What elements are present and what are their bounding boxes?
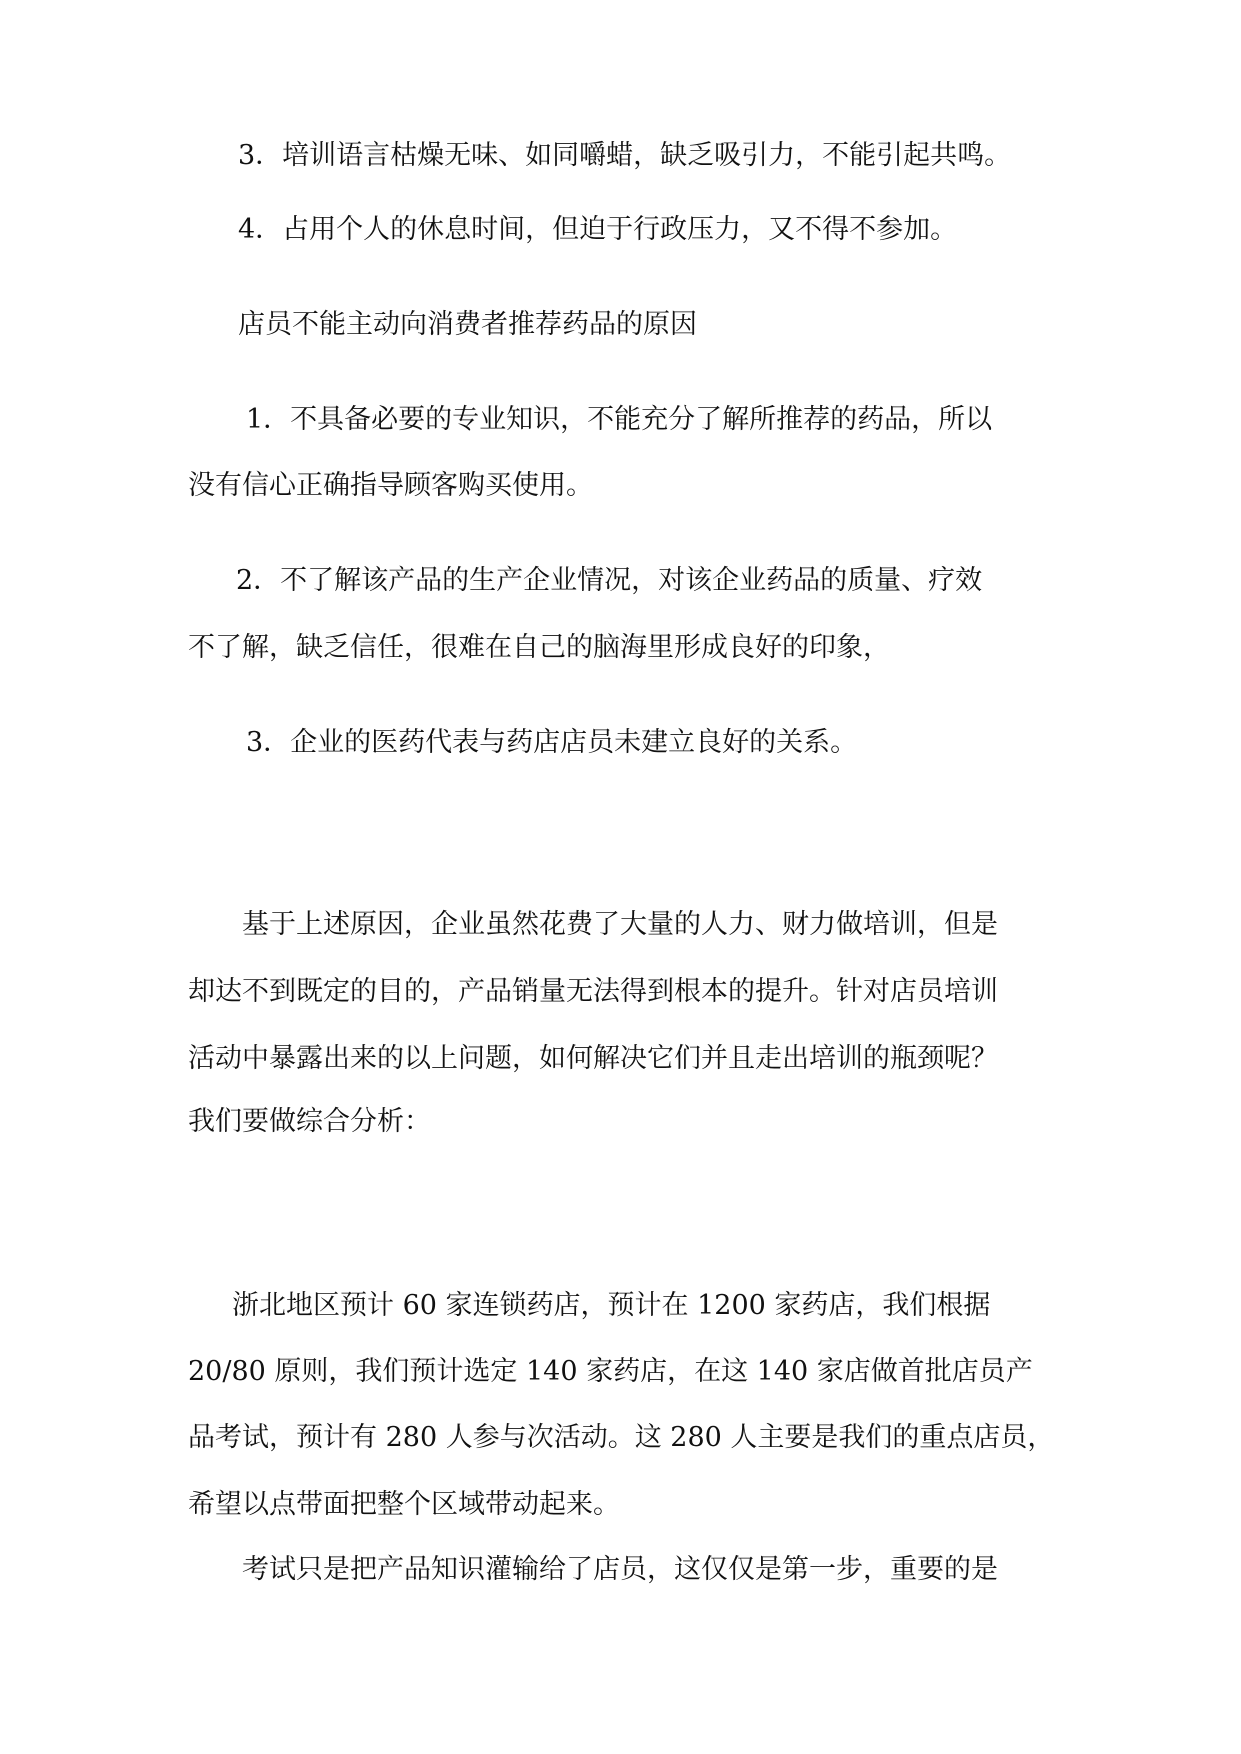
list-item-language-boring: 3．培训语言枯燥无味、如同嚼蜡，缺乏吸引力，不能引起共鸣。 — [238, 140, 1012, 171]
paragraph-analysis-line-3: 活动中暴露出来的以上问题，如何解决它们并且走出培训的瓶颈呢？ — [188, 1043, 998, 1074]
paragraph-plan-line-3: 品考试，预计有 280 人参与次活动。这 280 人主要是我们的重点店员， — [188, 1422, 1055, 1453]
section-heading: 店员不能主动向消费者推荐药品的原因 — [238, 309, 697, 340]
paragraph-analysis-line-1: 基于上述原因，企业虽然花费了大量的人力、财力做培训，但是 — [242, 909, 998, 940]
paragraph-plan-line-4: 希望以点带面把整个区域带动起来。 — [188, 1489, 620, 1520]
list-item-rest-time: 4．占用个人的休息时间，但迫于行政压力，又不得不参加。 — [238, 214, 958, 245]
paragraph-analysis-line-2: 却达不到既定的目的，产品销量无法得到根本的提升。针对店员培训 — [188, 976, 998, 1007]
paragraph-plan-line-1: 浙北地区预计 60 家连锁药店，预计在 1200 家药店，我们根据 — [232, 1290, 991, 1321]
list-item-knowledge: 1．不具备必要的专业知识，不能充分了解所推荐的药品，所以 — [246, 404, 993, 435]
paragraph-plan-line-2: 20/80 原则，我们预计选定 140 家药店，在这 140 家店做首批店员产 — [188, 1356, 1033, 1387]
paragraph-analysis-line-4: 我们要做综合分析： — [188, 1106, 431, 1137]
list-item-company-cont: 不了解，缺乏信任，很难在自己的脑海里形成良好的印象， — [188, 632, 890, 663]
paragraph-exam-line-1: 考试只是把产品知识灌输给了店员，这仅仅是第一步，重要的是 — [242, 1554, 998, 1585]
list-item-knowledge-cont: 没有信心正确指导顾客购买使用。 — [188, 470, 593, 501]
list-item-company: 2．不了解该产品的生产企业情况，对该企业药品的质量、疗效 — [236, 565, 983, 596]
list-item-relationship: 3．企业的医药代表与药店店员未建立良好的关系。 — [246, 727, 858, 758]
